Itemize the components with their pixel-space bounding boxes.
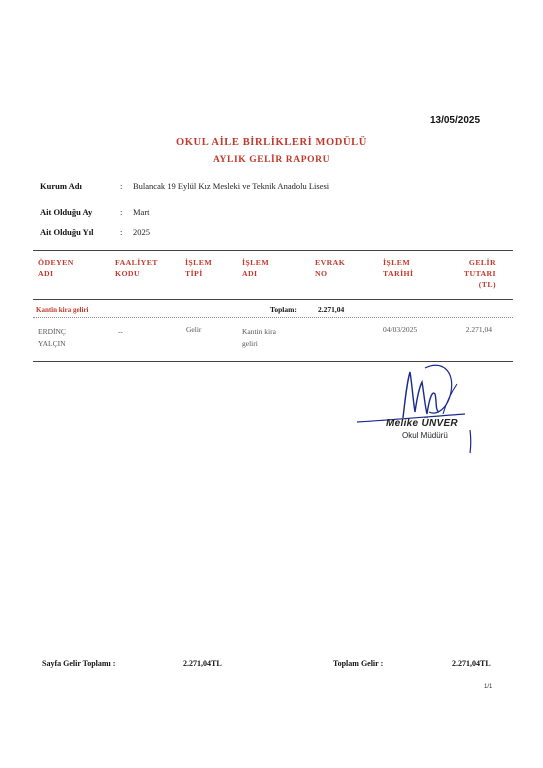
info-value-year: 2025 <box>133 227 150 237</box>
table-top-divider <box>33 250 513 251</box>
header-type: İŞLEM TİPİ <box>185 258 213 278</box>
signature-mark <box>355 360 485 455</box>
grand-total-label: Toplam Gelir : <box>333 659 384 668</box>
header-payer: ÖDEYEN ADI <box>38 258 74 278</box>
header-date: İŞLEM TARİHİ <box>383 258 414 278</box>
page-number: 1/1 <box>484 684 493 690</box>
header-amount: GELİR TUTARI (TL) <box>463 258 496 289</box>
header-activity-code: FAALİYET KODU <box>115 258 158 278</box>
info-value-institution: Bulancak 19 Eylül Kız Mesleki ve Teknik Anadolu Lisesi <box>133 181 330 191</box>
info-label-year: Ait Olduğu Yıl <box>40 227 94 237</box>
info-value-month: Mart <box>133 207 150 217</box>
info-label-institution: Kurum Adı <box>40 181 82 191</box>
row-date: 04/03/2025 <box>383 325 418 334</box>
grand-total-value: 2.271,04TL <box>452 659 491 668</box>
module-title: OKUL AİLE BİRLİKLERİ MODÜLÜ <box>176 137 367 148</box>
signer-title: Okul Müdürü <box>402 431 448 440</box>
header-doc-no: EVRAK NO <box>315 258 346 278</box>
info-label-month: Ait Olduğu Ay <box>40 207 93 217</box>
row-type: Gelir <box>186 325 202 334</box>
group-label: Kantin kira geliri <box>36 306 89 314</box>
row-name: Kantin kira geliri <box>242 327 276 348</box>
group-total-label: Toplam: <box>270 305 297 314</box>
row-activity-code: -- <box>118 327 123 336</box>
page-total-value: 2.271,04TL <box>183 659 222 668</box>
table-header-divider <box>33 299 513 300</box>
info-colon: : <box>120 207 123 217</box>
header-name: İŞLEM ADI <box>242 258 270 278</box>
info-colon: : <box>120 227 123 237</box>
info-colon: : <box>120 181 123 191</box>
group-total-value: 2.271,04 <box>318 305 345 314</box>
report-date: 13/05/2025 <box>429 115 481 126</box>
signer-name: Melike ÜNVER <box>386 418 458 429</box>
row-amount: 2.271,04 <box>465 325 492 334</box>
row-payer: ERDİNÇ YALÇIN <box>38 327 66 348</box>
page-total-label: Sayfa Gelir Toplamı : <box>42 659 116 668</box>
report-title: AYLIK GELİR RAPORU <box>212 155 331 165</box>
